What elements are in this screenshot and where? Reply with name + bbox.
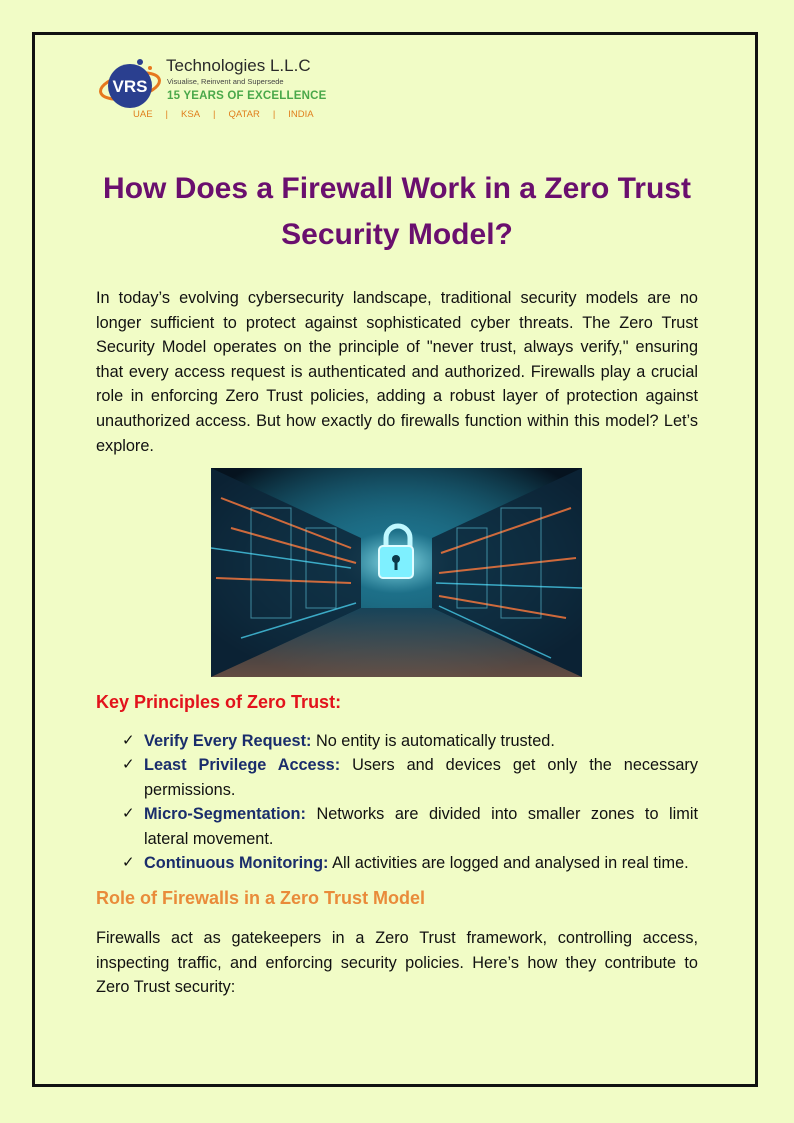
company-logo [98,52,338,124]
principle-text: No entity is automatically trusted. [311,732,555,750]
principle-text: Networks are divided into smaller zones to limit lateral movement. [144,805,698,848]
list-item [96,729,698,753]
hero-image [211,468,582,677]
principles-heading: Key Principles of Zero Trust: [96,692,342,712]
logo-excellence: 15 YEARS OF EXCELLENCE [167,90,327,102]
logo-tagline: Visualise, Reinvent and Supersede [167,77,284,86]
checkmark-icon: ✓ [122,854,135,872]
page-title: How Does a Firewall Work in a Zero Trust Security Model? [103,172,691,251]
server-corridor-lock-illustration [211,468,582,677]
principles-list [96,729,698,875]
region-uae: UAE [133,109,153,120]
region-separator: | [272,109,276,120]
role-paragraph: Firewalls act as gatekeepers in a Zero Trust framework, controlling access, inspecting traffic, and enforcing security policies. Here’s how they contribute to Zero Trust security: [96,929,698,997]
logo-mark-text: VRS [112,77,148,96]
region-qatar: QATAR [228,109,260,120]
principle-text: Users and devices get only the necessary permissions. [144,756,698,799]
principle-term: Continuous Monitoring: [144,854,329,873]
role-heading: Role of Firewalls in a Zero Trust Model [96,888,426,908]
checkmark-icon: ✓ [122,756,135,774]
principle-text: All activities are logged and analysed in real time. [328,854,689,873]
logo-company-name: Technologies L.L.C [166,56,311,75]
vrs-globe-logo-icon [98,56,166,112]
principle-term: Verify Every Request: [144,732,312,750]
region-india: INDIA [288,109,314,120]
region-ksa: KSA [181,109,201,120]
list-item [96,753,698,802]
list-item [96,802,698,851]
logo-regions [120,109,327,120]
checkmark-icon: ✓ [122,732,135,749]
principle-term: Least Privilege Access: [144,756,341,775]
region-separator: | [213,109,216,120]
list-item [96,851,698,875]
intro-paragraph: In today’s evolving cybersecurity landscape, traditional security models are no longer sufficient to protect against sophisticated cyber threats. The Zero Trust Security Model operates on the principle of "never trust, always verify," ensuring that every access request is authenticated and authorized. Firewalls play a crucial role in enforcing Zero Trust policies, adding a robust layer of protection against unauthorized access. But how exactly do firewalls function within this model? Let’s explore. [96,289,698,455]
checkmark-icon: ✓ [122,805,135,823]
principle-term: Micro-Segmentation: [144,805,306,824]
region-separator: | [165,109,169,120]
